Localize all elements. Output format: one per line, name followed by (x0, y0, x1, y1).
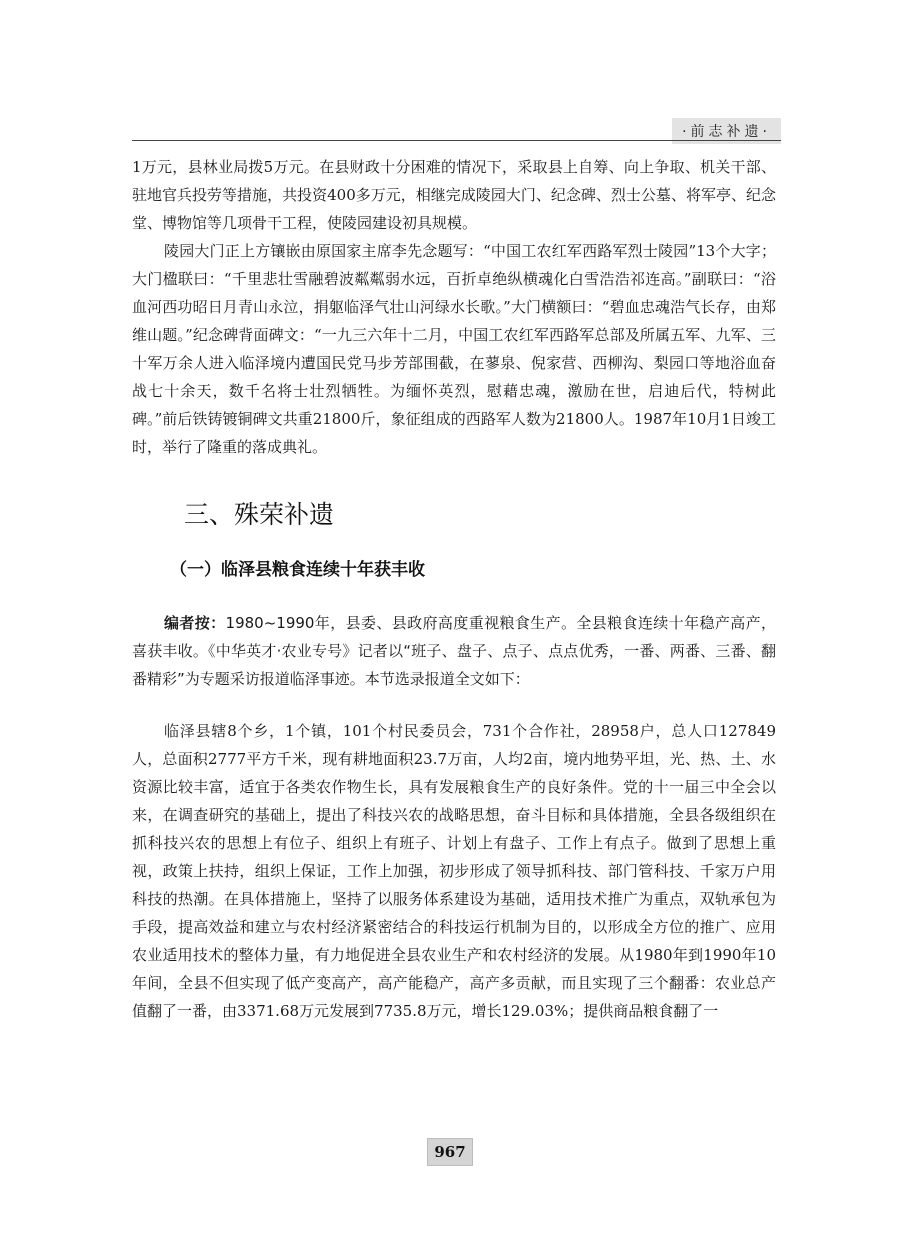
paragraph-continued: 1万元，县林业局拨5万元。在县财政十分困难的情况下，采取县上自筹、向上争取、机关干部、驻地官兵投劳等措施，共投资400多万元，相继完成陵园大门、纪念碑、烈士公墓、将军亭、纪念堂、博物馆等几项骨干工程，使陵园建设初具规模。 (132, 158, 776, 232)
page-body (132, 153, 776, 1025)
editor-note-text: 1980~1990年，县委、县政府高度重视粮食生产。全县粮食连续十年稳产高产，喜获丰收。《中华英才·农业专号》记者以“班子、盘子、点子、点点优秀，一番、两番、三番、翻番精彩”为专题采访报道临泽事迹。本节选录报道全文如下： (132, 614, 776, 688)
paragraph-memorial-inscriptions: 陵园大门正上方镶嵌由原国家主席李先念题写：“中国工农红军西路军烈士陵园”13个大字；大门楹联曰：“千里悲壮雪融碧波粼粼弱水远，百折卓绝纵横魂化白雪浩浩祁连高。”副联曰：“浴血河西功昭日月青山永泣，捐躯临泽气壮山河绿水长歌。”大门横额曰：“碧血忠魂浩气长存，由郑维山题。”纪念碑背面碑文：“一九三六年十二月，中国工农红军西路军总部及所属五军、九军、三十军万余人进入临泽境内遭国民党马步芳部围截，在蓼泉、倪家营、西柳沟、梨园口等地浴血奋战七十余天，数千名将士壮烈牺牲。为缅怀英烈，慰藉忠魂，激励在世，启迪后代，特树此碑。”前后铁铸镀铜碑文共重21800斤，象征组成的西路军人数为21800人。1987年10月1日竣工时，举行了隆重的落成典礼。 (132, 242, 776, 456)
section-heading: 三、殊荣补遗 (184, 500, 335, 529)
paragraph-county-overview: 临泽县辖8个乡，1个镇，101个村民委员会，731个合作社，28958户，总人口127849人，总面积2777平方千米，现有耕地面积23.7万亩，人均2亩，境内地势平坦，光、热、土、水资源比较丰富，适宜于各类农作物生长，具有发展粮食生产的良好条件。党的十一届三中全会以来，在调查研究的基础上，提出了科技兴农的战略思想，奋斗目标和具体措施，全县各级组织在抓科技兴农的思想上有位子、组织上有班子、计划上有盘子、工作上有点子。做到了思想上重视，政策上扶持，组织上保证，工作上加强，初步形成了领导抓科技、部门管科技、千家万户用科技的热潮。在具体措施上，坚持了以服务体系建设为基础，适用技术推广为重点，双轨承包为手段，提高效益和建立与农村经济紧密结合的科技运行机制为目的，以形成全方位的推广、应用农业适用技术的整体力量，有力地促进全县农业生产和农村经济的发展。从1980年到1990年10年间，全县不但实现了低产变高产，高产能稳产，高产多贡献，而且实现了三个翻番：农业总产值翻了一番，由3371.68万元发展到7735.8万元，增长129.03%；提供商品粮食翻了一 (132, 722, 776, 1020)
subsection-heading: （一）临泽县粮食连续十年获丰收 (170, 560, 425, 580)
header-rule (132, 140, 781, 141)
running-header: ·前志补遗· (672, 118, 781, 144)
editor-note-label: 编者按： (164, 614, 226, 632)
editor-note (132, 609, 776, 693)
page-number: 967 (427, 1138, 473, 1166)
